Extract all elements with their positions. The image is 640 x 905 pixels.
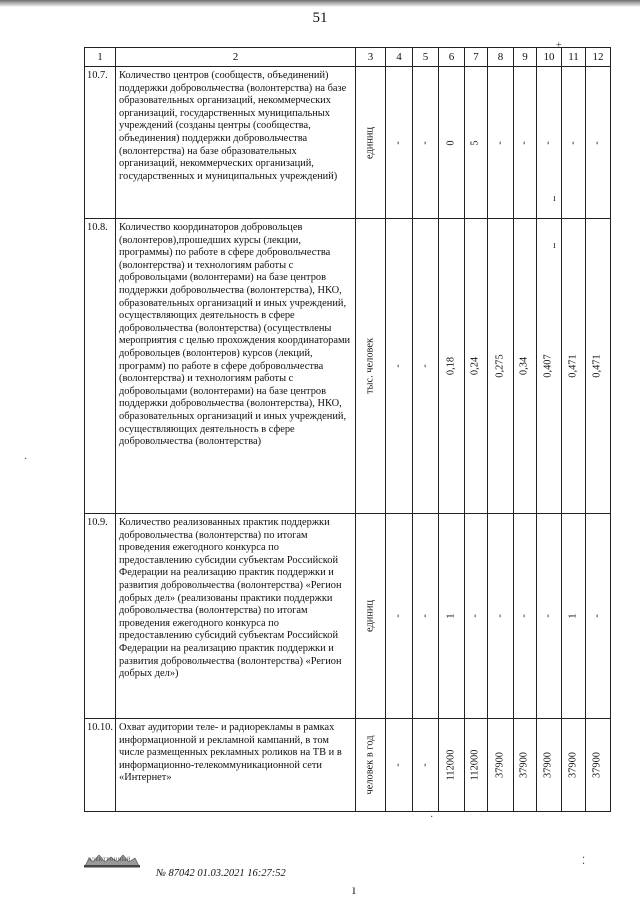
value-text: - (419, 763, 431, 767)
value-cell (514, 67, 537, 219)
header-cell: 5 (413, 48, 439, 67)
value-cell (465, 67, 488, 219)
value-text: - (419, 140, 431, 145)
value-text: 0 (445, 139, 457, 146)
value-text: 112000 (469, 749, 481, 781)
header-cell: 3 (356, 48, 386, 67)
value-cell (537, 514, 562, 719)
value-cell (386, 719, 413, 812)
value-text: - (392, 614, 404, 618)
value-cell (439, 514, 465, 719)
value-cell (562, 67, 586, 219)
unit-text: тыс. человек (364, 337, 376, 395)
value-cell (386, 219, 413, 514)
value-cell (562, 219, 586, 514)
pen-mark: + (556, 40, 562, 51)
value-cell (488, 67, 514, 219)
indicator-name: Количество центров (сообществ, объединений) поддержки добровольчества (волонтерства) на базе образовательных организаций, некоммерческих организаций, государственных муниципальных учреждений (созданы центры (сообщества, объединения) поддержки добровольчества (волонтерства) на базе образовательных организаций, некоммерческих организаций, государственных и муниципальных учреждений) (116, 67, 356, 219)
value-text: 37900 (518, 752, 530, 778)
unit-cell (356, 67, 386, 219)
unit-text: единиц (364, 599, 376, 633)
value-text: 37900 (542, 752, 554, 778)
value-cell (537, 719, 562, 812)
value-text: 5 (469, 139, 481, 146)
value-text: 1 (567, 613, 579, 619)
value-text: 0,24 (469, 356, 481, 376)
registry-stamp-text: ЭЛЕКТРОННЫЙ (88, 858, 131, 863)
header-cell: 6 (439, 48, 465, 67)
value-cell (439, 219, 465, 514)
value-cell (465, 219, 488, 514)
scan-top-edge (0, 0, 640, 7)
value-cell (386, 514, 413, 719)
value-text: - (469, 614, 481, 618)
scan-dot: ⁚ (582, 856, 586, 867)
table-header-row (85, 48, 611, 67)
value-text: 112000 (445, 749, 457, 781)
value-cell (413, 719, 439, 812)
value-text: - (419, 614, 431, 618)
row-number: 10.9. (85, 514, 116, 719)
header-cell: 2 (116, 48, 356, 67)
value-cell (514, 514, 537, 719)
value-text: - (392, 763, 404, 767)
value-cell (586, 67, 611, 219)
value-text: 0,407 (542, 354, 554, 378)
value-text: - (542, 140, 554, 145)
value-cell (537, 219, 562, 514)
value-cell (586, 219, 611, 514)
unit-text: единиц (364, 126, 376, 159)
value-cell (586, 514, 611, 719)
header-cell: 4 (386, 48, 413, 67)
scan-dot: · (24, 454, 28, 465)
value-text: - (419, 364, 431, 368)
table-row (85, 67, 611, 219)
header-cell: 11 (562, 48, 586, 67)
value-cell (514, 719, 537, 812)
print-info: № 87042 01.03.2021 16:27:52 (156, 868, 286, 879)
page-number: 51 (312, 10, 328, 26)
value-cell (413, 219, 439, 514)
indicator-table (84, 47, 611, 812)
row-number: 10.10. (85, 719, 116, 812)
header-cell: 1 (85, 48, 116, 67)
value-text: 0,471 (591, 354, 603, 378)
value-cell (488, 719, 514, 812)
value-text: - (518, 140, 530, 145)
value-cell (562, 514, 586, 719)
header-cell: 8 (488, 48, 514, 67)
value-text: - (567, 140, 579, 145)
table-row (85, 719, 611, 812)
unit-cell (356, 514, 386, 719)
value-cell (465, 719, 488, 812)
value-text: - (542, 614, 554, 618)
value-text: 0,275 (494, 354, 506, 378)
value-cell (537, 67, 562, 219)
table-row (85, 219, 611, 514)
value-text: - (591, 614, 603, 618)
value-cell (439, 719, 465, 812)
scan-dot: · (430, 812, 434, 823)
value-text: - (494, 140, 506, 145)
value-text: - (392, 140, 404, 145)
header-cell: 12 (586, 48, 611, 67)
unit-cell (356, 219, 386, 514)
value-cell (413, 67, 439, 219)
value-text: 0,18 (445, 356, 457, 376)
value-cell (514, 219, 537, 514)
value-text: 37900 (567, 752, 579, 778)
value-cell (488, 514, 514, 719)
row-number: 10.7. (85, 67, 116, 219)
value-text: - (494, 614, 506, 618)
unit-cell (356, 719, 386, 812)
value-text: - (392, 364, 404, 368)
value-cell (488, 219, 514, 514)
value-text: 37900 (591, 752, 603, 778)
header-cell: 10 (537, 48, 562, 67)
pen-mark: ı (553, 193, 556, 204)
indicator-name: Охват аудитории теле- и радиорекламы в рамках информационной и рекламной кампаний, в том числе размещенных рекламных роликов на ТВ и в информационно-телекоммуникационной сети «Интернет» (116, 719, 356, 812)
value-cell (586, 719, 611, 812)
value-cell (439, 67, 465, 219)
value-text: 37900 (494, 752, 506, 778)
value-text: 0,471 (567, 354, 579, 378)
row-number: 10.8. (85, 219, 116, 514)
value-cell (386, 67, 413, 219)
indicator-name: Количество реализованных практик поддержки добровольчества (волонтерства) по итогам проведения ежегодного конкурса по предоставлению субсидии субъектам Российской Федерации на реализацию практик поддержки и развития добровольчества (волонтерства) «Регион добрых дел» (реализованы практики поддержки добровольчества (волонтерства) по итогам проведения ежегодного конкурса по предоставлению субсидий субъектам Российской Федерации на реализацию практик поддержки и развития добровольчества (волонтерства) «Регион добрых дел») (116, 514, 356, 719)
table-row (85, 514, 611, 719)
value-text: 1 (445, 613, 457, 619)
value-text: - (591, 140, 603, 145)
header-cell: 9 (514, 48, 537, 67)
value-cell (413, 514, 439, 719)
value-cell (465, 514, 488, 719)
pen-mark: ı (553, 240, 556, 251)
value-text: 0,34 (518, 356, 530, 376)
pen-mark: ı (352, 883, 356, 898)
header-cell: 7 (465, 48, 488, 67)
unit-text: человек в год (364, 735, 376, 795)
indicator-name: Количество координаторов добровольцев (волонтеров),прошедших курсы (лекции, программы) по работе в сфере добровольчества (волонтерства) и технологиям работы с добровольцами (волонтерами) на базе центров поддержки добровольчества (волонтерства), НКО, образовательных организаций и иных учреждений, осуществляющих деятельность в сфере добровольчества (волонтерства) (осуществлены мероприятия с целью прохождения координаторами добровольцев (волонтеров) курсов (лекций, программ) по работе в сфере добровольчества (волонтерства) и технологиям работы с добровольцами (волонтерами) на базе центров поддержки добровольчества (волонтерства), НКО, образовательных организаций и иных учреждений, осуществляющих деятельность в сфере добровольчества (волонтерства) (116, 219, 356, 514)
value-cell (562, 719, 586, 812)
value-text: - (518, 614, 530, 618)
